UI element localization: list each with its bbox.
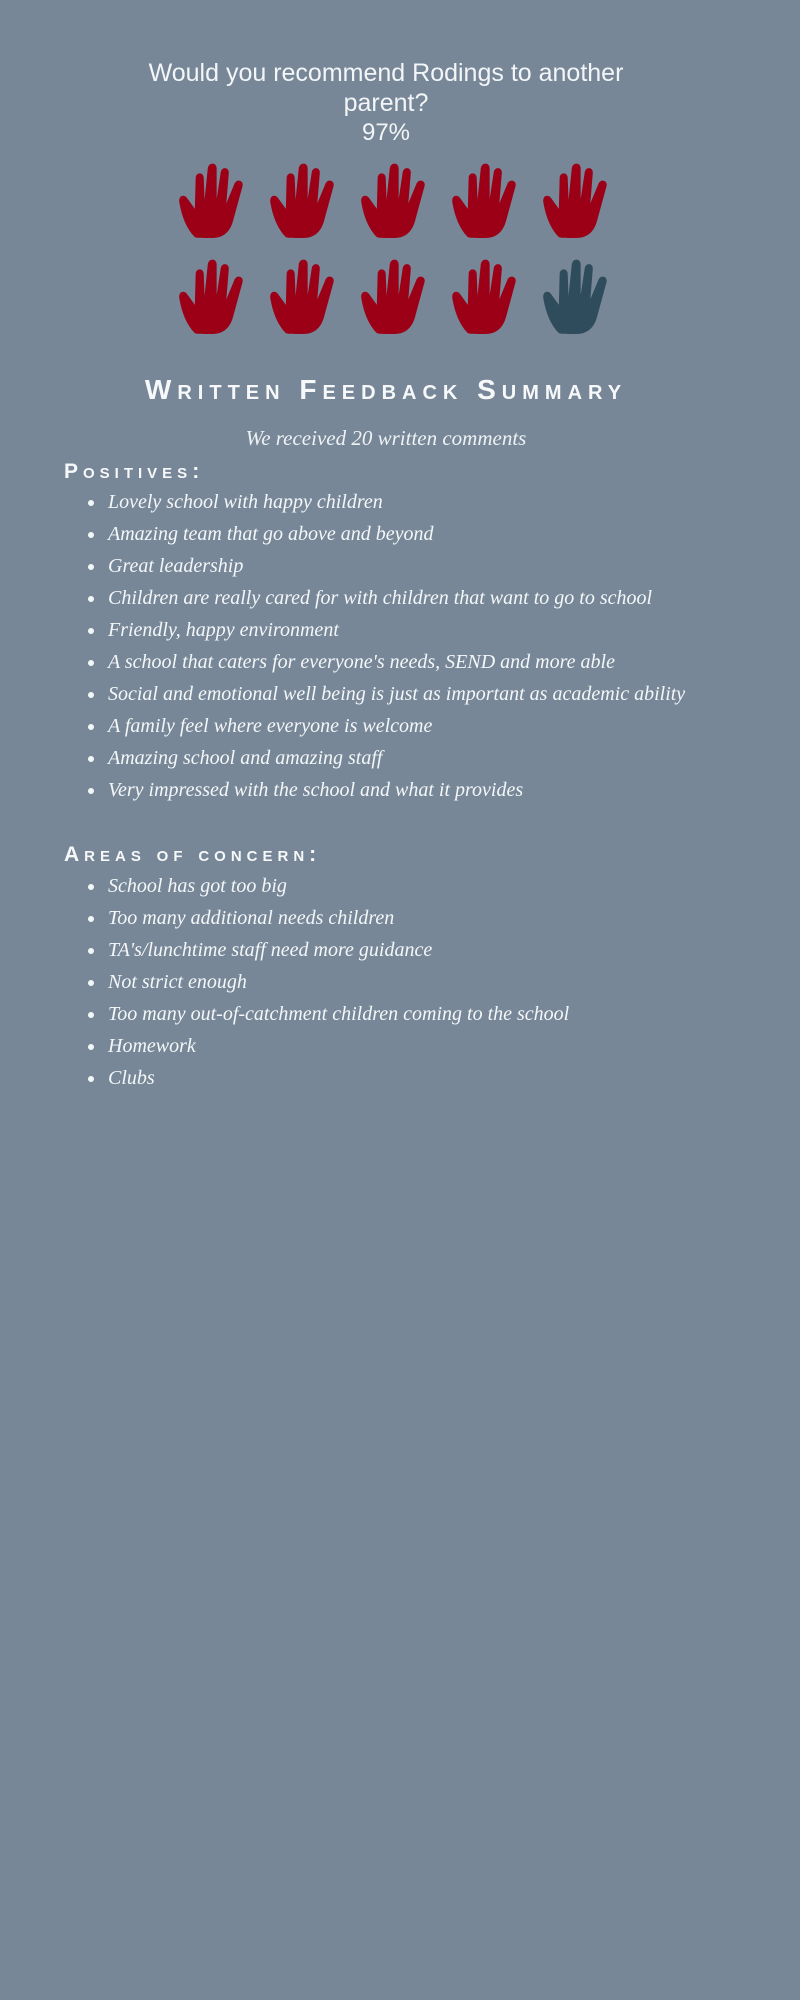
- positive-item: • Very impressed with the school and what it provides: [106, 774, 786, 806]
- positives-heading: Positives:: [64, 460, 205, 483]
- positive-item: • Amazing school and amazing staff: [106, 742, 786, 774]
- written-feedback-title: Written Feedback Summary: [144, 374, 628, 405]
- hand-icon-filled: [170, 254, 252, 338]
- concern-item: • Homework: [106, 1030, 786, 1062]
- hand-icon-filled: [352, 254, 434, 338]
- recommend-percent: 97%: [361, 119, 411, 146]
- hand-icon-filled: [443, 254, 525, 338]
- positive-item: • Social and emotional well being is just as important as academic ability: [106, 678, 786, 710]
- positive-item: • A family feel where everyone is welcome: [106, 710, 786, 742]
- positive-item: • Amazing team that go above and beyond: [106, 518, 786, 550]
- concern-item: • Too many out-of-catchment children coming to the school: [106, 998, 786, 1030]
- concerns-list: [66, 870, 786, 1094]
- positive-item: • A school that caters for everyone's needs, SEND and more able: [106, 646, 786, 678]
- concern-item: • Clubs: [106, 1062, 786, 1094]
- hand-icon-filled: [261, 254, 343, 338]
- hand-icon-filled: [443, 158, 525, 242]
- positives-list: [66, 486, 786, 806]
- comments-received-text: We received 20 written comments: [245, 426, 527, 450]
- hand-icon-empty: [534, 254, 616, 338]
- recommend-question: Would you recommend Rodings to another parent?: [148, 59, 624, 117]
- positive-item: • Great leadership: [106, 550, 786, 582]
- hand-icon-filled: [352, 158, 434, 242]
- concern-item: • Too many additional needs children: [106, 902, 786, 934]
- positive-item: • Lovely school with happy children: [106, 486, 786, 518]
- hand-icon-filled: [261, 158, 343, 242]
- hand-rating: [170, 158, 630, 338]
- concern-item: • School has got too big: [106, 870, 786, 902]
- hand-icon-filled: [170, 158, 252, 242]
- positive-item: • Children are really cared for with children that want to go to school: [106, 582, 786, 614]
- positive-item: • Friendly, happy environment: [106, 614, 786, 646]
- concern-item: • TA's/lunchtime staff need more guidance: [106, 934, 786, 966]
- hand-icon-filled: [534, 158, 616, 242]
- concerns-heading: Areas of concern:: [64, 843, 322, 866]
- concern-item: • Not strict enough: [106, 966, 786, 998]
